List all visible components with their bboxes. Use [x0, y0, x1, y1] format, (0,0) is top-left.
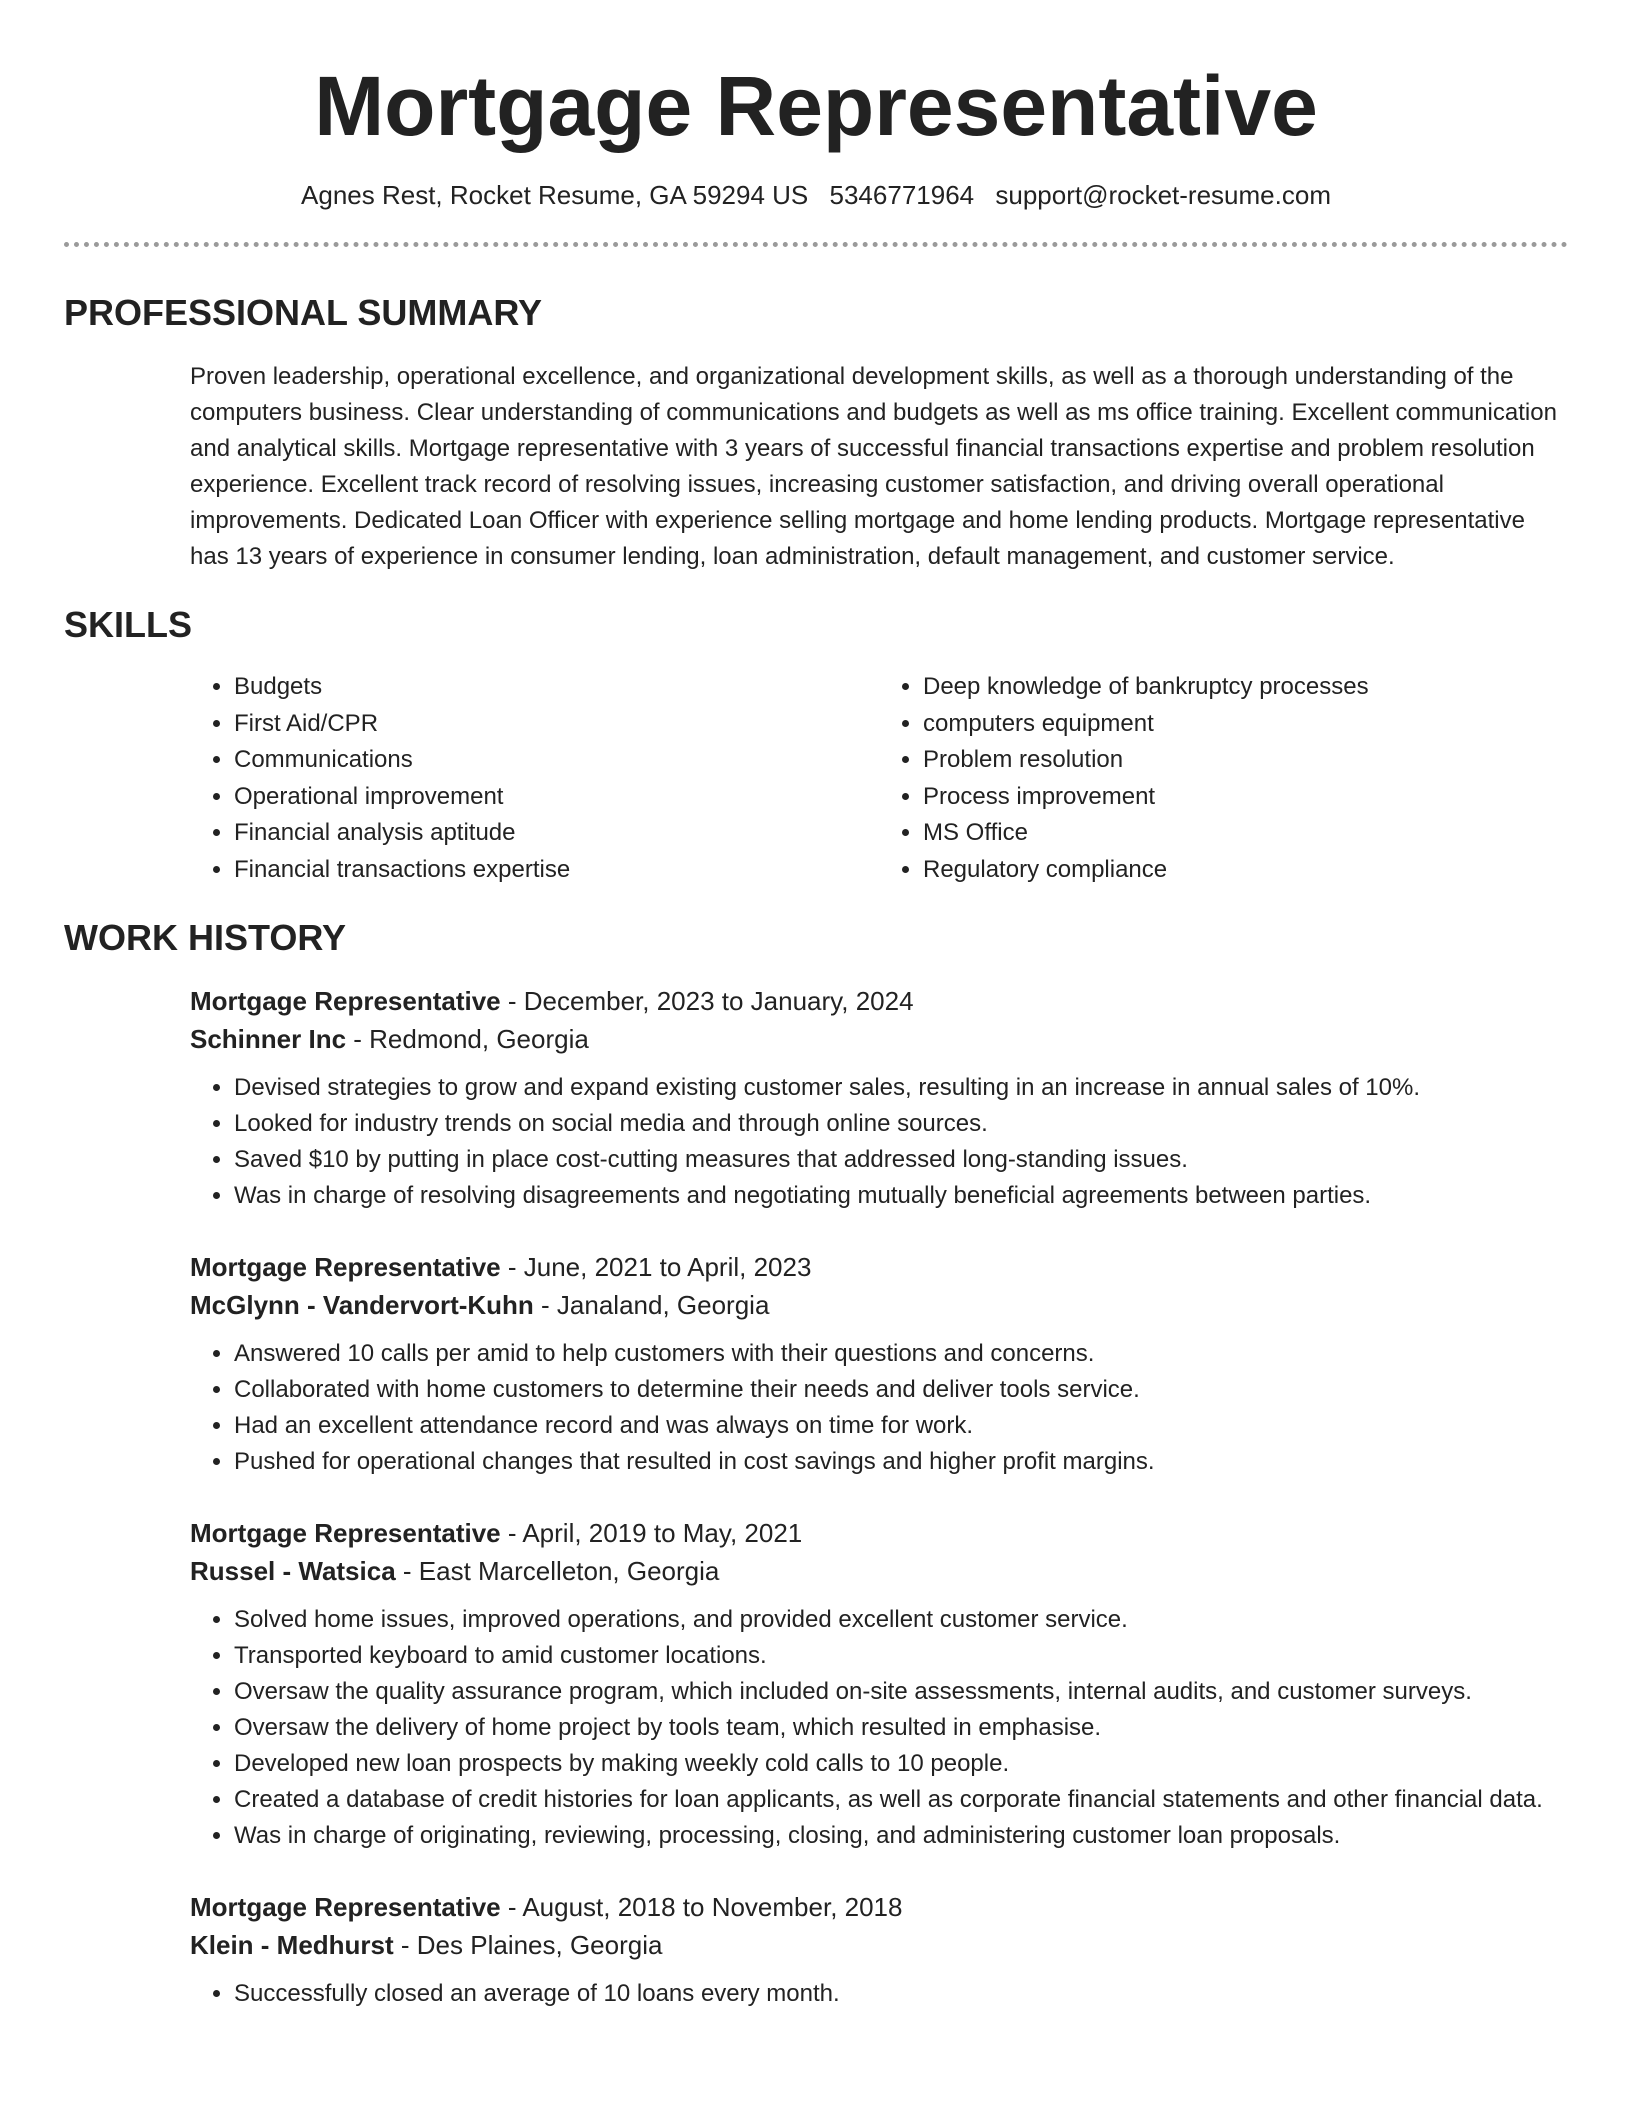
skill-item: • Regulatory compliance — [923, 852, 1568, 889]
job-entry — [190, 982, 1568, 1214]
job-bullet: • Developed new loan prospects by making weekly cold calls to 10 people. — [234, 1746, 1568, 1782]
skill-item: • Deep knowledge of bankruptcy processes — [923, 669, 1568, 706]
skill-item: • Process improvement — [923, 779, 1568, 816]
job-role: Mortgage Representative — [190, 1892, 501, 1922]
summary-text: Proven leadership, operational excellence, and organizational development skills, as well as a thorough understanding of the computers business. Clear understanding of communications and budgets as well as ms office training. Excellent communication and analytical skills. Mortgage representative with 3 years of successful financial transactions expertise and problem resolution experience. Excellent track record of resolving issues, increasing customer satisfaction, and driving overall operational improvements. Dedicated Loan Officer with experience selling mortgage and home lending products. Mortgage representative has 13 years of experience in consumer lending, loan administration, default management, and customer service. — [190, 363, 1557, 570]
job-bullets — [190, 1976, 1568, 2012]
job-title-line — [190, 1888, 1568, 1926]
job-bullets — [190, 1070, 1568, 1214]
job-title-line — [190, 1248, 1568, 1286]
skills-column-right — [879, 669, 1568, 888]
skill-item: • MS Office — [923, 815, 1568, 852]
job-bullet: • Successfully closed an average of 10 loans every month. — [234, 1976, 1568, 2012]
skill-item: • Communications — [234, 742, 879, 779]
job-bullet: • Oversaw the delivery of home project by tools team, which resulted in emphasise. — [234, 1710, 1568, 1746]
job-entry — [190, 1248, 1568, 1480]
job-bullet: • Looked for industry trends on social media and through online sources. — [234, 1106, 1568, 1142]
job-company-line — [190, 1926, 1568, 1964]
job-bullet: • Was in charge of resolving disagreements and negotiating mutually beneficial agreements between parties. — [234, 1178, 1568, 1214]
job-company: Schinner Inc — [190, 1024, 347, 1054]
resume-page — [64, 0, 1568, 2012]
skill-item: • First Aid/CPR — [234, 706, 879, 743]
job-dates: - December, 2023 to January, 2024 — [500, 986, 914, 1016]
job-company-line — [190, 1552, 1568, 1590]
job-dates: - April, 2019 to May, 2021 — [500, 1518, 803, 1548]
job-bullet: • Pushed for operational changes that resulted in cost savings and higher profit margins. — [234, 1444, 1568, 1480]
skill-item: • Operational improvement — [234, 779, 879, 816]
skill-item: • Problem resolution — [923, 742, 1568, 779]
contact-line — [64, 178, 1568, 212]
skill-item: • Financial transactions expertise — [234, 852, 879, 889]
job-bullets — [190, 1602, 1568, 1854]
contact-phone: 5346771964 — [829, 180, 975, 210]
job-bullet: • Had an excellent attendance record and was always on time for work. — [234, 1408, 1568, 1444]
job-bullet: • Was in charge of originating, reviewing, processing, closing, and administering customer loan proposals. — [234, 1818, 1568, 1854]
job-location: - Redmond, Georgia — [346, 1024, 589, 1054]
resume-name: Mortgage Representative — [314, 59, 1318, 153]
job-bullet: • Transported keyboard to amid customer locations. — [234, 1638, 1568, 1674]
skill-item: • computers equipment — [923, 706, 1568, 743]
job-company-line — [190, 1020, 1568, 1058]
job-bullet: • Answered 10 calls per amid to help customers with their questions and concerns. — [234, 1336, 1568, 1372]
job-title-line — [190, 1514, 1568, 1552]
job-location: - East Marcelleton, Georgia — [395, 1556, 720, 1586]
job-title-line — [190, 982, 1568, 1020]
job-role: Mortgage Representative — [190, 1518, 501, 1548]
job-dates: - June, 2021 to April, 2023 — [500, 1252, 812, 1282]
job-bullet: • Oversaw the quality assurance program, which included on-site assessments, internal audits, and customer surveys. — [234, 1674, 1568, 1710]
skills-heading: SKILLS — [64, 604, 193, 645]
summary-heading: PROFESSIONAL SUMMARY — [64, 292, 543, 333]
job-entry — [190, 1888, 1568, 2012]
job-location: - Janaland, Georgia — [533, 1290, 770, 1320]
job-company: Russel - Watsica — [190, 1556, 396, 1586]
job-bullet: • Devised strategies to grow and expand existing customer sales, resulting in an increase in annual sales of 10%. — [234, 1070, 1568, 1106]
job-bullets — [190, 1336, 1568, 1480]
contact-address: Agnes Rest, Rocket Resume, GA 59294 US — [301, 180, 809, 210]
job-location: - Des Plaines, Georgia — [393, 1930, 663, 1960]
job-company: McGlynn - Vandervort-Kuhn — [190, 1290, 534, 1320]
job-bullet: • Collaborated with home customers to determine their needs and deliver tools service. — [234, 1372, 1568, 1408]
job-company-line — [190, 1286, 1568, 1324]
job-bullet: • Created a database of credit histories for loan applicants, as well as corporate financial statements and other financial data. — [234, 1782, 1568, 1818]
job-company: Klein - Medhurst — [190, 1930, 394, 1960]
skill-item: • Financial analysis aptitude — [234, 815, 879, 852]
job-bullet: • Saved $10 by putting in place cost-cutting measures that addressed long-standing issues. — [234, 1142, 1568, 1178]
skill-item: • Budgets — [234, 669, 879, 706]
skills-grid — [190, 669, 1568, 888]
job-role: Mortgage Representative — [190, 1252, 501, 1282]
job-bullet: • Solved home issues, improved operations, and provided excellent customer service. — [234, 1602, 1568, 1638]
work-history-heading: WORK HISTORY — [64, 917, 347, 958]
contact-email: support@rocket-resume.com — [995, 180, 1331, 210]
job-entry — [190, 1514, 1568, 1854]
skills-column-left — [190, 669, 879, 888]
job-dates: - August, 2018 to November, 2018 — [500, 1892, 903, 1922]
header-divider — [64, 242, 1568, 247]
job-role: Mortgage Representative — [190, 986, 501, 1016]
